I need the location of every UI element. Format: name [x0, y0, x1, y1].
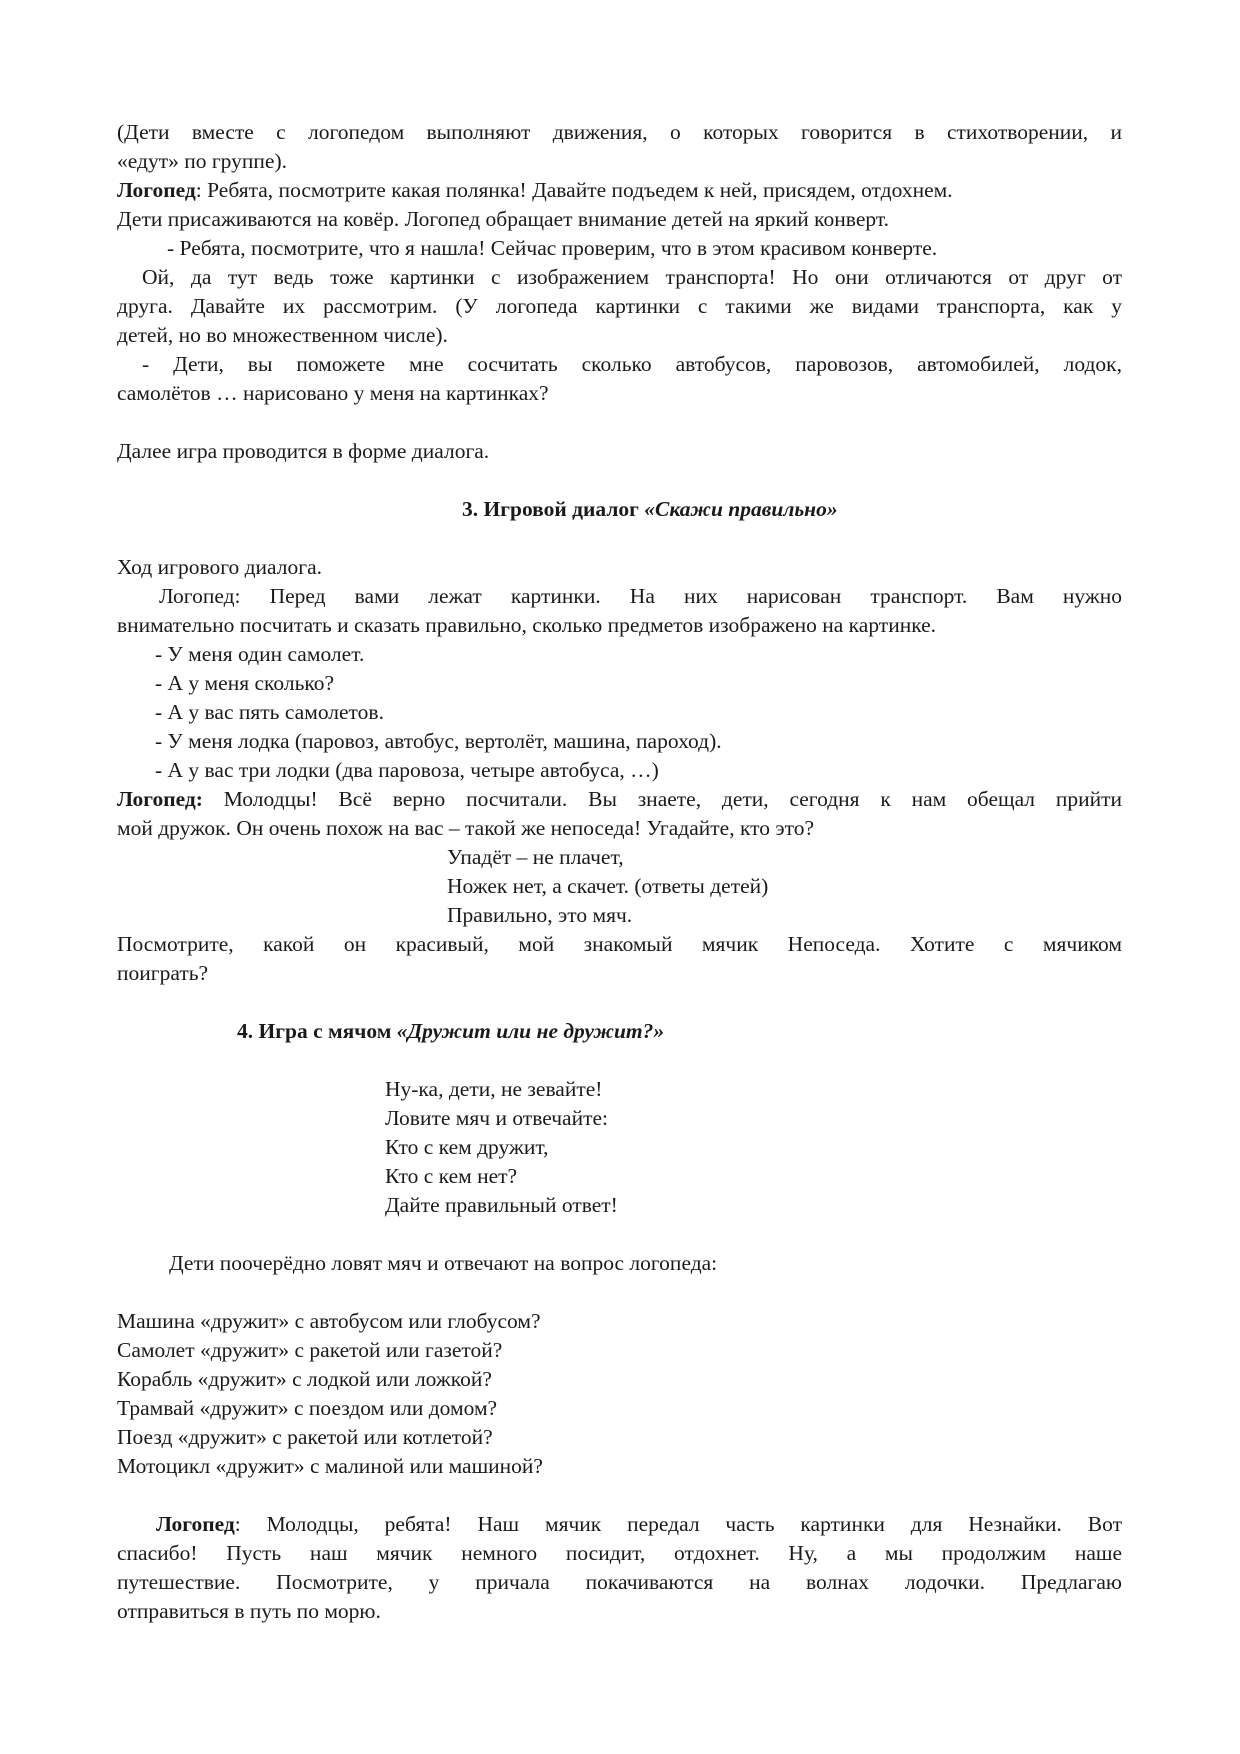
- intro-line-3-text: : Ребята, посмотрите какая полянка! Давайте подъедем к ней, присядем, отдохнем.: [195, 178, 953, 202]
- dialog-line: - У меня лодка (паровоз, автобус, вертолёт, машина, пароход).: [155, 729, 722, 753]
- intro-line-5: - Ребята, посмотрите, что я нашла! Сейчас проверим, что в этом красивом конверте.: [167, 236, 938, 260]
- section-4-instruction: Дети поочерёдно ловят мяч и отвечают на вопрос логопеда:: [169, 1251, 718, 1275]
- riddle-line: Правильно, это мяч.: [447, 903, 633, 927]
- section-3-title: «Скажи правильно»: [644, 497, 838, 521]
- section-3-line-4: [117, 785, 1122, 814]
- section-4-number: 4. Игра с мячом: [237, 1019, 397, 1043]
- section-3-line-2: Логопед: Перед вами лежат картинки. На них нарисован транспорт. Вам нужно: [159, 584, 1122, 608]
- poem-line: Ловите мяч и отвечайте:: [385, 1106, 608, 1130]
- final-line-1-text: : Молодцы, ребята! Наш мячик передал часть картинки для Незнайки. Вот: [234, 1512, 1122, 1536]
- intro-line-3: [117, 176, 1122, 205]
- intro-line-9: - Дети, вы поможете мне сосчитать сколько автобусов, паровозов, автомобилей, лодок,: [142, 352, 1122, 376]
- intro-line-10: самолётов … нарисовано у меня на картинках?: [117, 381, 549, 405]
- logoped-label: Логопед: [117, 178, 196, 202]
- intro-line-2: «едут» по группе).: [117, 149, 287, 173]
- intro-line-1: (Дети вместе с логопедом выполняют движения, о которых говорится в стихотворении, и: [117, 120, 1122, 144]
- intro-line-11: Далее игра проводится в форме диалога.: [117, 439, 490, 463]
- section-3-line-1: Ход игрового диалога.: [117, 555, 322, 579]
- section-3-line-5: мой дружок. Он очень похож на вас – такой же непоседа! Угадайте, кто это?: [117, 816, 814, 840]
- final-line-4: отправиться в путь по морю.: [117, 1599, 381, 1623]
- section-4-title: «Дружит или не дружит?»: [396, 1019, 665, 1043]
- logoped-label: Логопед:: [117, 787, 203, 811]
- poem-line: Кто с кем дружит,: [385, 1135, 549, 1159]
- dialog-line: - А у вас пять самолетов.: [155, 700, 384, 724]
- question-line: Самолет «дружит» с ракетой или газетой?: [117, 1338, 503, 1362]
- poem-line: Дайте правильный ответ!: [385, 1193, 618, 1217]
- section-3-line-7: поиграть?: [117, 961, 209, 985]
- dialog-line: - А у меня сколько?: [155, 671, 335, 695]
- question-line: Машина «дружит» с автобусом или глобусом?: [117, 1309, 541, 1333]
- section-3-number: 3. Игровой диалог: [462, 497, 645, 521]
- section-3-heading: [462, 495, 1122, 524]
- dialog-line: - А у вас три лодки (два паровоза, четыре автобуса, …): [155, 758, 659, 782]
- intro-line-7: друга. Давайте их рассмотрим. (У логопеда картинки с такими же видами транспорта, как у: [117, 294, 1122, 318]
- final-line-2: спасибо! Пусть наш мячик немного посидит, отдохнет. Ну, а мы продолжим наше: [117, 1541, 1122, 1565]
- section-3-line-6: Посмотрите, какой он красивый, мой знакомый мячик Непоседа. Хотите с мячиком: [117, 932, 1122, 956]
- intro-line-8: детей, но во множественном числе).: [117, 323, 448, 347]
- logoped-label: Логопед: [156, 1512, 235, 1536]
- riddle-line: Упадёт – не плачет,: [447, 845, 624, 869]
- section-4-heading: [237, 1017, 1122, 1046]
- section-3-line-3: внимательно посчитать и сказать правильно, сколько предметов изображено на картинке.: [117, 613, 937, 637]
- intro-line-6: Ой, да тут ведь тоже картинки с изображением транспорта! Но они отличаются от друг от: [142, 265, 1122, 289]
- poem-line: Ну-ка, дети, не зевайте!: [385, 1077, 603, 1101]
- section-3-line-4-text: Молодцы! Всё верно посчитали. Вы знаете, дети, сегодня к нам обещал прийти: [202, 787, 1122, 811]
- poem-line: Кто с кем нет?: [385, 1164, 518, 1188]
- intro-line-4: Дети присаживаются на ковёр. Логопед обращает внимание детей на яркий конверт.: [117, 207, 889, 231]
- riddle-line: Ножек нет, а скачет. (ответы детей): [447, 874, 769, 898]
- question-line: Трамвай «дружит» с поездом или домом?: [117, 1396, 498, 1420]
- question-line: Корабль «дружит» с лодкой или ложкой?: [117, 1367, 492, 1391]
- dialog-line: - У меня один самолет.: [155, 642, 365, 666]
- question-line: Мотоцикл «дружит» с малиной или машиной?: [117, 1454, 543, 1478]
- final-line-1: [156, 1510, 1122, 1539]
- final-line-3: путешествие. Посмотрите, у причала покачиваются на волнах лодочки. Предлагаю: [117, 1570, 1122, 1594]
- question-line: Поезд «дружит» с ракетой или котлетой?: [117, 1425, 493, 1449]
